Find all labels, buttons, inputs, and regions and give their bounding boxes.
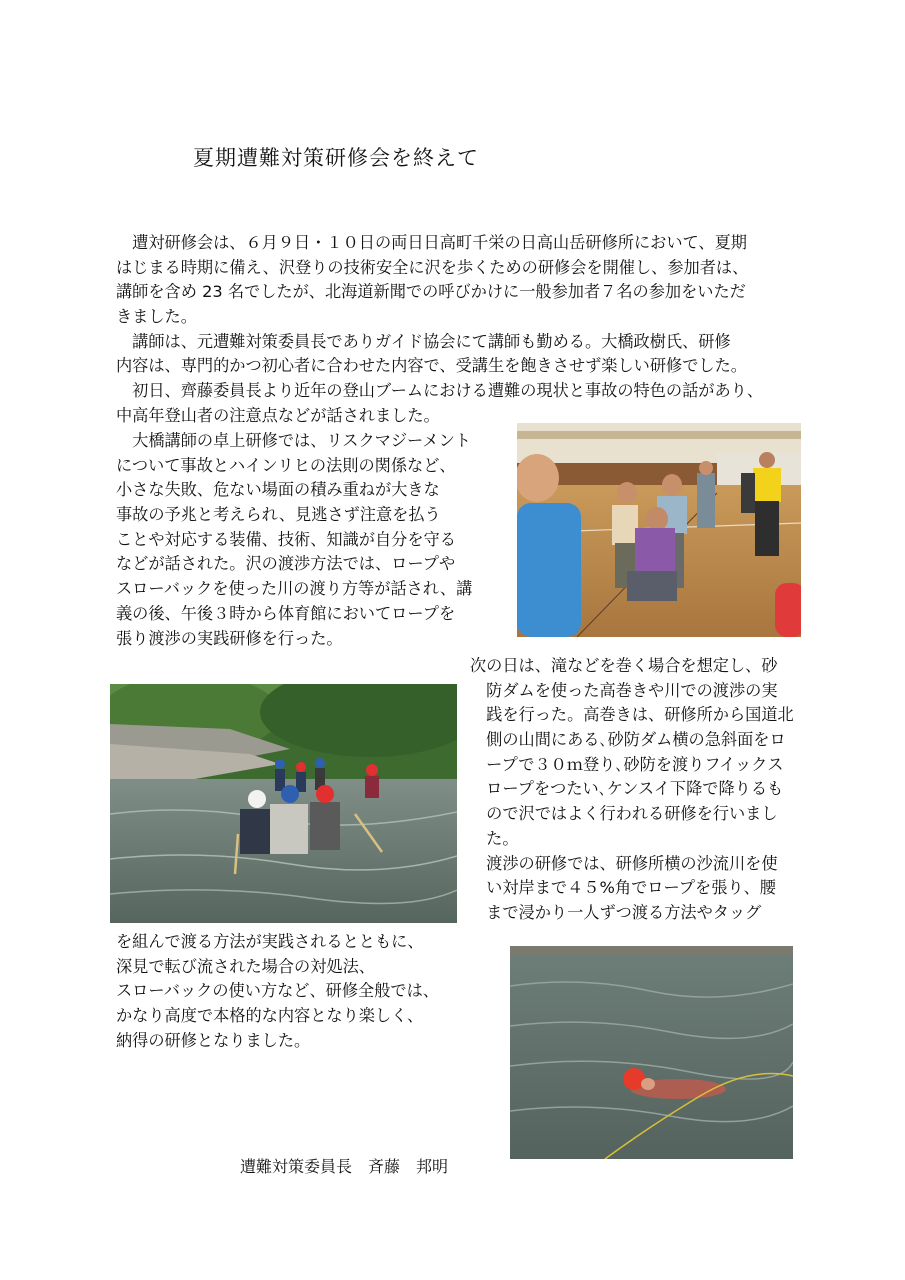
paragraph-lecture: [116, 429, 472, 651]
paragraph-line: スローバックの使い方など、研修全般では、: [116, 981, 439, 1001]
paragraph-line: きました。: [116, 307, 197, 327]
paragraph-line: 初日、齊藤委員長より近年の登山ブームにおける遭難の現状と事故の特色の話があり、: [116, 381, 764, 401]
paragraph-line: 張り渡渉の実践研修を行った。: [116, 628, 343, 648]
paragraph-line: まで浸かり一人ずつ渡る方法やタッグ: [470, 902, 762, 922]
paragraph-line: 大橋講師の卓上研修では、リスクマジーメント: [116, 431, 471, 450]
paragraph-line: 講師は、元遭難対策委員長でありガイド協会にて講師も勤める。大橋政樹氏、研修: [116, 331, 731, 351]
paragraph-line: について事故とハインリヒの法則の関係など、: [116, 455, 456, 475]
paragraph-line: 納得の研修となりました。: [116, 1030, 311, 1050]
paragraph-closing: [116, 930, 439, 1053]
paragraph-line: 深見で転び流された場合の対処法、: [116, 956, 375, 976]
paragraph-line: ことや対応する装備、技術、知識が自分を守る: [116, 529, 456, 549]
paragraph-line: ので沢ではよく行われる研修を行いまし: [470, 804, 778, 824]
swimmer-in-river-photo: [510, 946, 793, 1159]
gym-rope-practice-photo: [517, 423, 801, 637]
paragraph-line: 渡渉の研修では、研修所横の沙流川を使: [470, 853, 778, 873]
paragraph-line: はじまる時期に備え、沢登りの技術安全に沢を歩くための研修会を開催し、参加者は、: [116, 257, 749, 277]
paragraph-line: ロープをつたい､ケンスイ下降で降りるも: [470, 779, 784, 799]
paragraph-line: 中高年登山者の注意点などが話されました。: [116, 405, 440, 425]
river-crossing-photo: [110, 684, 457, 923]
paragraph-line: 内容は、専門的かつ初心者に合わせた内容で、受講生を飽きさせず楽しい研修でした。: [116, 356, 747, 376]
paragraph-line: 側の山間にある､砂防ダム横の急斜面をロ: [470, 730, 786, 750]
paragraph-day2: [470, 654, 794, 926]
paragraph-line: 義の後、午後３時から体育館においてロープを: [116, 603, 456, 623]
paragraph-line: 小さな失敗、危ない場面の積み重ねが大きな: [116, 480, 440, 500]
paragraph-line: 事故の予兆と考えられ、見逃さず注意を払う: [116, 505, 441, 525]
paragraph-line: スローバックを使った川の渡り方等が話され、講: [116, 579, 473, 599]
paragraph-line: を組んで渡る方法が実践されるとともに、: [116, 932, 424, 951]
paragraph-line: かなり高度で本格的な内容となり楽しく、: [116, 1006, 424, 1026]
paragraph-line: などが話された。沢の渡渉方法では、ロープや: [116, 554, 456, 574]
document-title: 夏期遭難対策研修会を終えて: [193, 146, 479, 170]
paragraph-line: 次の日は、滝などを巻く場合を想定し、砂: [470, 656, 778, 675]
paragraph-line: 講師を含め 23 名でしたが、北海道新聞での呼びかけに一般参加者７名の参加をいただ: [116, 282, 746, 302]
paragraph-line: い対岸まで４５%角でロープを張り、腰: [470, 878, 776, 898]
paragraph-line: 践を行った。高巻きは、研修所から国道北: [470, 705, 794, 725]
paragraph-line: ープで３０ｍ登り､砂防を渡りフイックス: [470, 754, 784, 774]
signature: 遭難対策委員長 斉藤 邦明: [240, 1157, 449, 1176]
paragraph-intro: [116, 231, 763, 429]
paragraph-line: 防ダムを使った高巻きや川での渡渉の実: [470, 680, 778, 700]
paragraph-line: た。: [470, 828, 519, 848]
paragraph-line: 遭対研修会は、６月９日・１０日の両日日高町千栄の日高山岳研修所において、夏期: [116, 233, 747, 252]
